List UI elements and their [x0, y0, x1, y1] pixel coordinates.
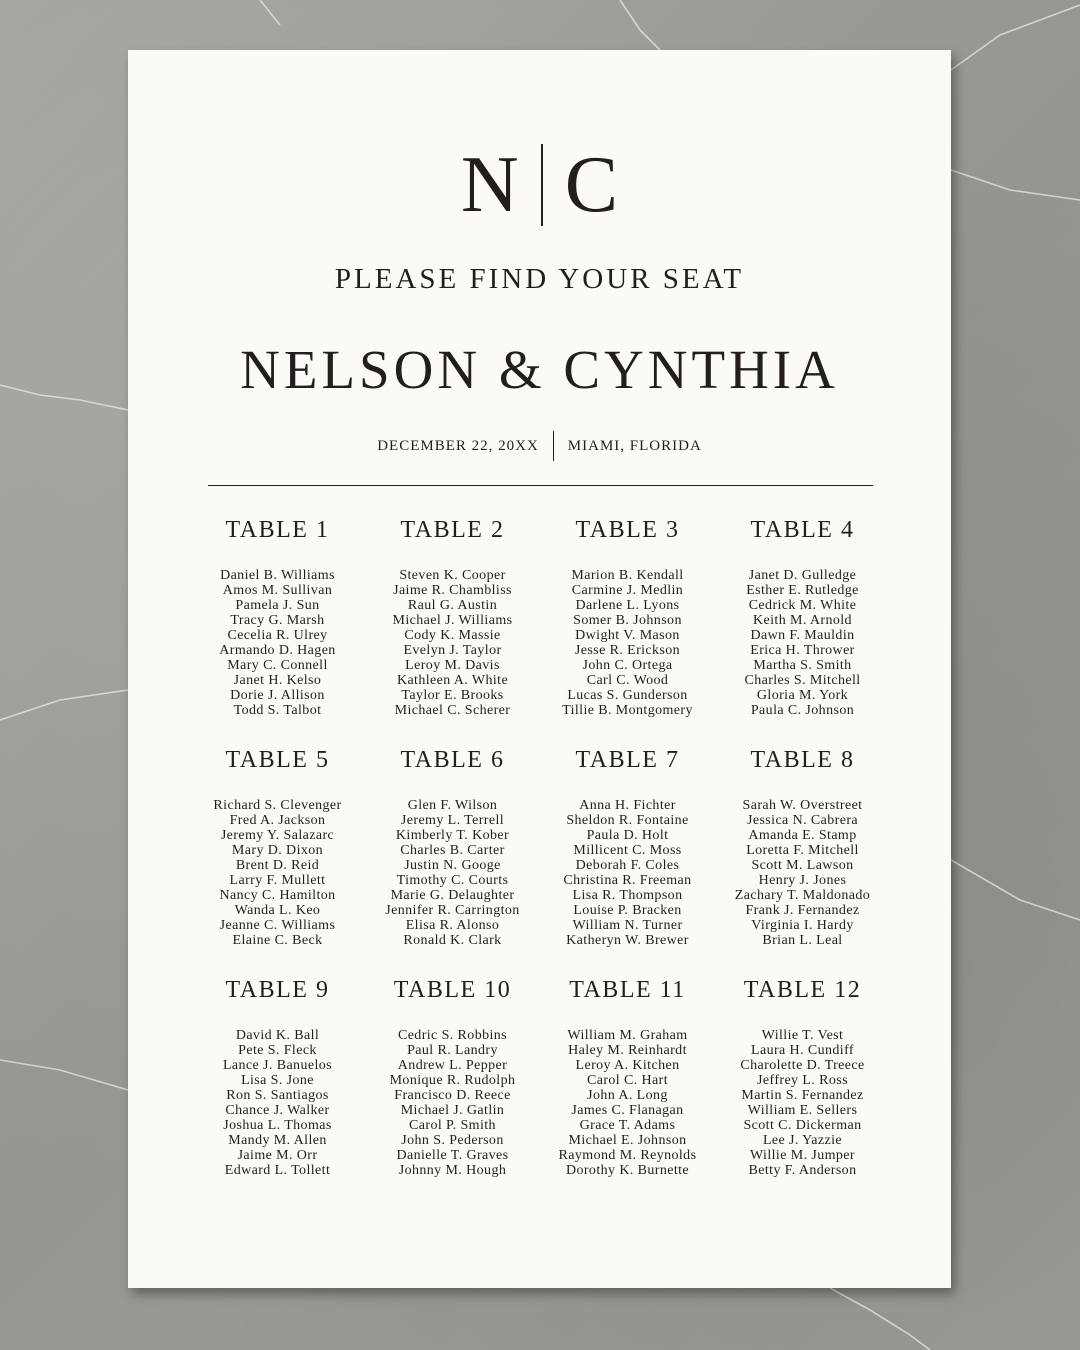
guest-name: Carl C. Wood [586, 673, 669, 688]
guest-name: Amos M. Sullivan [222, 583, 333, 598]
guest-name: Jaime R. Chambliss [393, 583, 512, 598]
marble-vein [951, 5, 1080, 70]
guest-name: Charolette D. Treece [740, 1058, 865, 1073]
guest-name: Anna H. Fichter [579, 798, 676, 813]
table-block [190, 742, 365, 972]
guest-name: Jennifer R. Carrington [385, 903, 520, 918]
guest-name: Grace T. Adams [579, 1118, 676, 1133]
guest-name: Haley M. Reinhardt [568, 1043, 687, 1058]
guest-name: Paula C. Johnson [750, 703, 855, 718]
guest-name: Raul G. Austin [407, 598, 498, 613]
guest-list [540, 1028, 715, 1178]
guest-name: Johnny M. Hough [398, 1163, 507, 1178]
table-block [190, 972, 365, 1202]
guest-name: Laura H. Cundiff [751, 1043, 854, 1058]
table-block [715, 972, 890, 1202]
guest-name: Edward L. Tollett [224, 1163, 331, 1178]
guest-name: Leroy A. Kitchen [575, 1058, 680, 1073]
monogram [128, 141, 951, 229]
guest-name: Larry F. Mullett [229, 873, 326, 888]
details-divider [553, 431, 554, 461]
table-title: TABLE 8 [750, 747, 855, 773]
guest-name: Brian L. Leal [762, 933, 843, 948]
guest-name: Brent D. Reid [235, 858, 320, 873]
guest-name: Taylor E. Brooks [401, 688, 504, 703]
guest-name: Jaime M. Orr [237, 1148, 318, 1163]
guest-name: Deborah F. Coles [575, 858, 680, 873]
guest-name: Michael J. Gatlin [400, 1103, 505, 1118]
guest-name: Virginia I. Hardy [751, 918, 854, 933]
guest-name: Gloria M. York [756, 688, 849, 703]
guest-name: Carol P. Smith [409, 1118, 496, 1133]
guest-name: Carol C. Hart [586, 1073, 669, 1088]
guest-name: Glen F. Wilson [407, 798, 498, 813]
guest-name: Danielle T. Graves [396, 1148, 509, 1163]
guest-name: Sheldon R. Fontaine [566, 813, 689, 828]
guest-name: Marie G. Delaughter [390, 888, 515, 903]
guest-name: Leroy M. Davis [405, 658, 500, 673]
guest-name: Michael J. Williams [392, 613, 513, 628]
guest-name: Scott M. Lawson [751, 858, 854, 873]
guest-name: Richard S. Clevenger [213, 798, 342, 813]
marble-vein [620, 0, 660, 50]
guest-name: Paul R. Landry [407, 1043, 498, 1058]
guest-name: Cody K. Massie [404, 628, 501, 643]
guest-name: Amanda E. Stamp [748, 828, 857, 843]
tables-grid [190, 512, 890, 1202]
guest-name: John S. Pederson [401, 1133, 504, 1148]
table-block [365, 972, 540, 1202]
guest-name: Steven K. Cooper [399, 568, 506, 583]
guest-name: Dawn F. Mauldin [750, 628, 855, 643]
guest-name: Tracy G. Marsh [230, 613, 325, 628]
table-block [365, 512, 540, 742]
guest-name: Charles B. Carter [400, 843, 505, 858]
marble-vein [951, 170, 1080, 200]
guest-name: Scott C. Dickerman [743, 1118, 862, 1133]
guest-name: Jeremy L. Terrell [400, 813, 505, 828]
guest-name: David K. Ball [235, 1028, 320, 1043]
table-title: TABLE 5 [225, 747, 330, 773]
monogram-divider [541, 144, 543, 226]
guest-name: Lisa R. Thompson [572, 888, 683, 903]
guest-name: Timothy C. Courts [396, 873, 509, 888]
marble-vein [0, 690, 128, 720]
headline: PLEASE FIND YOUR SEAT [334, 263, 745, 295]
guest-name: Marion B. Kendall [571, 568, 684, 583]
guest-name: Charles S. Mitchell [744, 673, 861, 688]
event-details [128, 431, 951, 461]
guest-name: Zachary T. Maldonado [734, 888, 871, 903]
table-block [540, 512, 715, 742]
guest-name: Jeanne C. Williams [219, 918, 336, 933]
guest-name: Jeffrey L. Ross [757, 1073, 848, 1088]
guest-name: Henry J. Jones [758, 873, 847, 888]
guest-name: Nancy C. Hamilton [219, 888, 336, 903]
guest-name: Dorothy K. Burnette [565, 1163, 690, 1178]
table-title: TABLE 12 [743, 977, 862, 1003]
marble-vein [830, 1288, 930, 1350]
guest-list [715, 568, 890, 718]
guest-name: William M. Graham [567, 1028, 688, 1043]
guest-name: Janet H. Kelso [233, 673, 322, 688]
guest-name: Kimberly T. Kober [395, 828, 510, 843]
guest-name: Pamela J. Sun [235, 598, 320, 613]
monogram-right-initial: C [564, 141, 619, 229]
guest-name: John A. Long [587, 1088, 668, 1103]
guest-name: John C. Ortega [582, 658, 673, 673]
table-title: TABLE 10 [393, 977, 512, 1003]
table-block [540, 972, 715, 1202]
marble-vein [0, 385, 128, 410]
guest-name: Justin N. Googe [404, 858, 501, 873]
guest-name: Dwight V. Mason [575, 628, 680, 643]
guest-name: Elaine C. Beck [232, 933, 323, 948]
guest-list [365, 1028, 540, 1178]
guest-name: Christina R. Freeman [563, 873, 692, 888]
guest-list [190, 568, 365, 718]
guest-name: Janet D. Gulledge [748, 568, 857, 583]
guest-name: Betty F. Anderson [748, 1163, 857, 1178]
monogram-left-initial: N [460, 141, 519, 229]
marble-vein [0, 1060, 128, 1090]
guest-name: Pete S. Fleck [238, 1043, 317, 1058]
guest-name: Sarah W. Overstreet [742, 798, 863, 813]
guest-name: Millicent C. Moss [573, 843, 682, 858]
guest-name: Martha S. Smith [753, 658, 852, 673]
guest-name: Louise P. Bracken [573, 903, 682, 918]
guest-list [715, 1028, 890, 1178]
table-block [715, 742, 890, 972]
guest-name: Erica H. Thrower [750, 643, 855, 658]
marble-vein [260, 0, 280, 25]
guest-name: Frank J. Fernandez [745, 903, 860, 918]
guest-name: Jesse R. Erickson [574, 643, 681, 658]
guest-name: Cedrick M. White [748, 598, 857, 613]
guest-name: Jeremy Y. Salazarc [220, 828, 335, 843]
guest-name: Cecelia R. Ulrey [227, 628, 328, 643]
table-title: TABLE 6 [400, 747, 505, 773]
guest-name: James C. Flanagan [571, 1103, 684, 1118]
guest-name: Armando D. Hagen [219, 643, 336, 658]
couple-names: NELSON & CYNTHIA [240, 339, 839, 400]
guest-name: Mary C. Connell [227, 658, 328, 673]
guest-list [365, 568, 540, 718]
guest-name: Andrew L. Pepper [397, 1058, 508, 1073]
guest-name: William N. Turner [572, 918, 683, 933]
guest-name: Michael E. Johnson [568, 1133, 687, 1148]
guest-name: Cedric S. Robbins [397, 1028, 508, 1043]
guest-name: Tillie B. Montgomery [562, 703, 693, 718]
guest-name: Ron S. Santiagos [226, 1088, 329, 1103]
guest-name: Joshua L. Thomas [223, 1118, 332, 1133]
table-title: TABLE 2 [400, 517, 505, 543]
guest-name: Mary D. Dixon [231, 843, 324, 858]
guest-name: Willie M. Jumper [750, 1148, 855, 1163]
table-title: TABLE 11 [569, 977, 686, 1003]
guest-name: Ronald K. Clark [403, 933, 502, 948]
event-location: MIAMI, FLORIDA [567, 437, 702, 454]
guest-name: Keith M. Arnold [753, 613, 852, 628]
guest-name: Evelyn J. Taylor [403, 643, 502, 658]
guest-name: Martin S. Fernandez [741, 1088, 864, 1103]
guest-name: Wanda L. Keo [234, 903, 321, 918]
guest-name: Michael C. Scherer [394, 703, 511, 718]
table-title: TABLE 4 [750, 517, 855, 543]
guest-list [365, 798, 540, 948]
guest-name: Lucas S. Gunderson [567, 688, 688, 703]
guest-name: Chance J. Walker [225, 1103, 330, 1118]
guest-name: Katheryn W. Brewer [566, 933, 689, 948]
event-date: DECEMBER 22, 20XX [377, 437, 539, 454]
table-title: TABLE 3 [575, 517, 680, 543]
guest-name: Raymond M. Reynolds [558, 1148, 697, 1163]
guest-name: Monique R. Rudolph [389, 1073, 516, 1088]
table-title: TABLE 9 [225, 977, 330, 1003]
guest-name: Darlene L. Lyons [575, 598, 680, 613]
guest-name: Daniel B. Williams [220, 568, 335, 583]
guest-name: Lance J. Banuelos [222, 1058, 333, 1073]
guest-name: Carmine J. Medlin [571, 583, 684, 598]
table-block [715, 512, 890, 742]
guest-name: Kathleen A. White [396, 673, 509, 688]
guest-list [190, 1028, 365, 1178]
guest-name: Elisa R. Alonso [405, 918, 500, 933]
guest-name: Francisco D. Reece [394, 1088, 511, 1103]
guest-list [540, 568, 715, 718]
guest-name: Jessica N. Cabrera [747, 813, 858, 828]
guest-name: Lisa S. Jone [241, 1073, 314, 1088]
horizontal-rule [208, 485, 873, 486]
guest-name: Somer B. Johnson [573, 613, 682, 628]
guest-name: Willie T. Vest [761, 1028, 844, 1043]
table-block [365, 742, 540, 972]
guest-name: William E. Sellers [747, 1103, 858, 1118]
table-title: TABLE 1 [225, 517, 330, 543]
guest-list [715, 798, 890, 948]
table-block [540, 742, 715, 972]
table-title: TABLE 7 [575, 747, 680, 773]
marble-vein [951, 860, 1080, 920]
guest-name: Todd S. Talbot [233, 703, 322, 718]
guest-name: Loretta F. Mitchell [746, 843, 859, 858]
table-block [190, 512, 365, 742]
guest-list [540, 798, 715, 948]
guest-name: Dorie J. Allison [230, 688, 325, 703]
guest-name: Lee J. Yazzie [762, 1133, 843, 1148]
guest-list [190, 798, 365, 948]
guest-name: Mandy M. Allen [228, 1133, 327, 1148]
guest-name: Fred A. Jackson [229, 813, 326, 828]
guest-name: Esther E. Rutledge [746, 583, 859, 598]
guest-name: Paula D. Holt [586, 828, 669, 843]
seating-chart-card [128, 50, 951, 1288]
